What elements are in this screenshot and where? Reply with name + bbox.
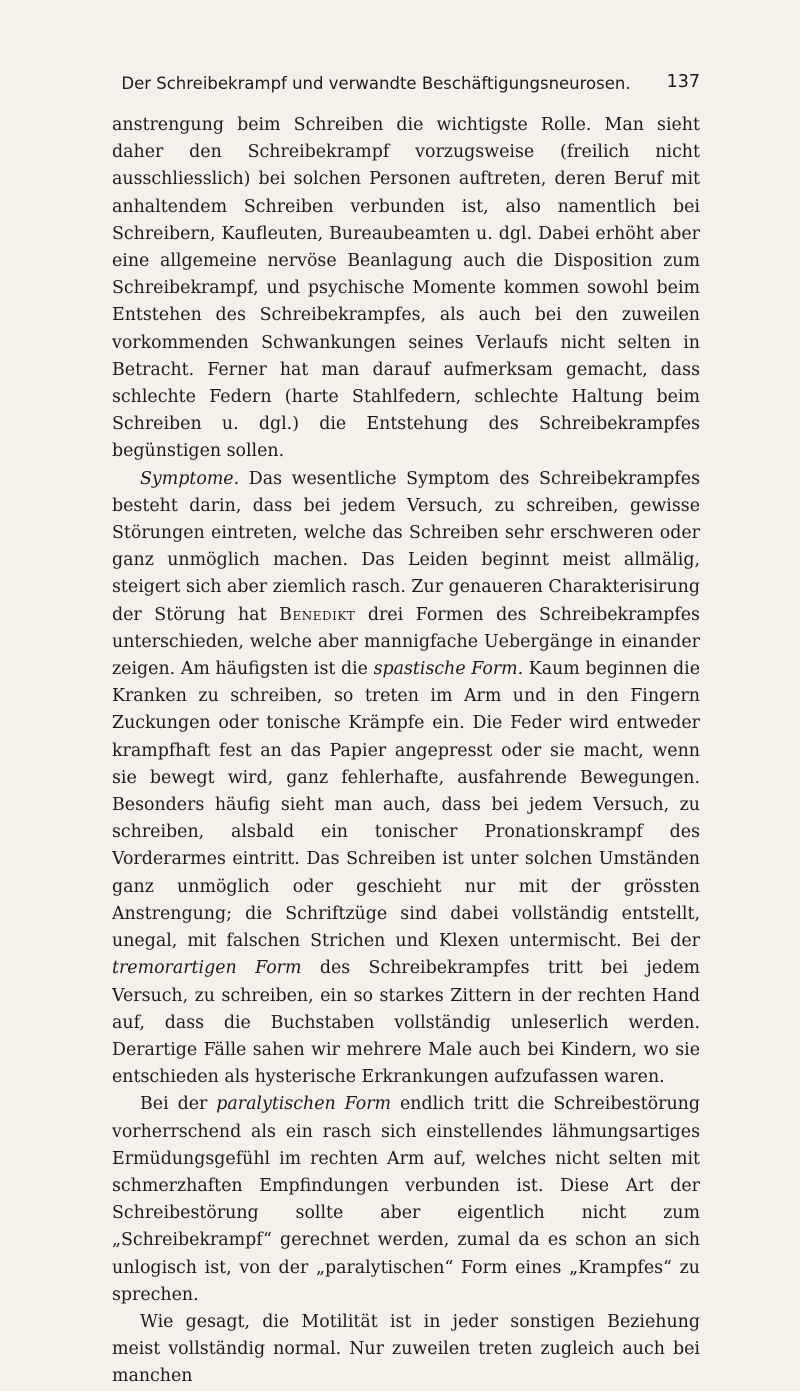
- body-text: [112, 112, 700, 1391]
- paragraph-paralytische-form: [112, 1091, 700, 1309]
- paragraph-text: Das wesentliche Symptom des Schreibekrampfes besteht darin, dass bei jedem Versuch, zu schreiben, gewisse Störungen eintreten, welche das Schreiben sehr erschweren oder ganz unmöglich machen. Das Leiden beginnt meist allmälig, steigert sich aber ziemlich rasch. Zur genaueren Charakterisirung der Störung hat: [112, 468, 700, 625]
- term-spastische-form: spastische Form.: [373, 659, 524, 680]
- paragraph-text: Kaum beginnen die Kranken zu schreiben, so treten im Arm und in den Fingern Zuckungen oder tonische Krämpfe ein. Die Feder wird entweder krampfhaft fest an das Papier angepresst oder sie macht, wenn sie bewegt wird, ganz fehlerhafte, ausfahrende Bewegungen. Besonders häufig sieht man auch, dass bei jedem Versuch, zu schreiben, alsbald ein tonischer Pronationskrampf des Vorderarmes eintritt. Das Schreiben ist unter solchen Umständen ganz unmöglich oder geschieht nur mit der grössten Anstrengung; die Schriftzüge sind dabei vollständig entstellt, unegal, mit falschen Strichen und Klexen untermischt. Bei der: [112, 659, 700, 952]
- term-paralytische-form: paralytischen Form: [216, 1094, 392, 1115]
- running-head: [112, 74, 700, 102]
- paragraph-text: endlich tritt die Schreibestörung vorherrschend als ein rasch sich einstellendes lähmungsartiges Ermüdungsgefühl im rechten Arm auf, welches nicht selten mit schmerzhaften Empfindungen verbunden ist. Diese Art der Schreibestörung sollte aber eigentlich nicht zum „Schreibekrampf“ gerechnet werden, zumal da es schon an sich unlogisch ist, von der „paralytischen“ Form eines „Krampfes“ zu sprechen.: [112, 1094, 700, 1305]
- paragraph-text: drei Formen des Schreibekrampfes unterschieden, welche aber mannigfache Uebergänge in einander zeigen. Am häufigsten ist die: [112, 604, 700, 680]
- section-lead-symptome: Symptome.: [140, 468, 240, 489]
- author-name-benedikt: Benedikt: [279, 604, 356, 625]
- running-head-title: Der Schreibekrampf und verwandte Beschäftigungsneurosen.: [121, 74, 631, 93]
- paragraph-symptome: [112, 466, 700, 1092]
- page-number: 137: [666, 72, 700, 92]
- paragraph-1: anstrengung beim Schreiben die wichtigste Rolle. Man sieht daher den Schreibekrampf vorzugsweise (freilich nicht ausschliesslich) bei solchen Personen auftreten, deren Beruf mit anhaltendem Schreiben verbunden ist, also namentlich bei Schreibern, Kaufleuten, Bureaubeamten u. dgl. Dabei erhöht aber eine allgemeine nervöse Beanlagung auch die Disposition zum Schreibekrampf, und psychische Momente kommen sowohl beim Entstehen des Schreibekrampfes, als auch bei den zuweilen vorkommenden Schwankungen seines Verlaufs nicht selten in Betracht. Ferner hat man darauf aufmerksam gemacht, dass schlechte Federn (harte Stahlfedern, schlechte Haltung beim Schreiben u. dgl.) die Entstehung des Schreibekrampfes begünstigen sollen.: [112, 115, 700, 462]
- paragraph-text: des Schreibekrampfes tritt bei jedem Versuch, zu schreiben, ein so starkes Zittern in der rechten Hand auf, dass die Buchstaben vollständig unleserlich werden. Derartige Fälle sahen wir mehrere Male auch bei Kindern, wo sie entschieden als hysterische Erkrankungen aufzufassen waren.: [112, 958, 701, 1088]
- paragraph-motilitaet: Wie gesagt, die Motilität ist in jeder sonstigen Beziehung meist vollständig normal. Nur zuweilen treten zugleich auch bei manchen: [112, 1311, 700, 1387]
- term-tremorartige-form: tremorartigen Form: [112, 958, 302, 979]
- paragraph-text: Bei der: [140, 1094, 217, 1115]
